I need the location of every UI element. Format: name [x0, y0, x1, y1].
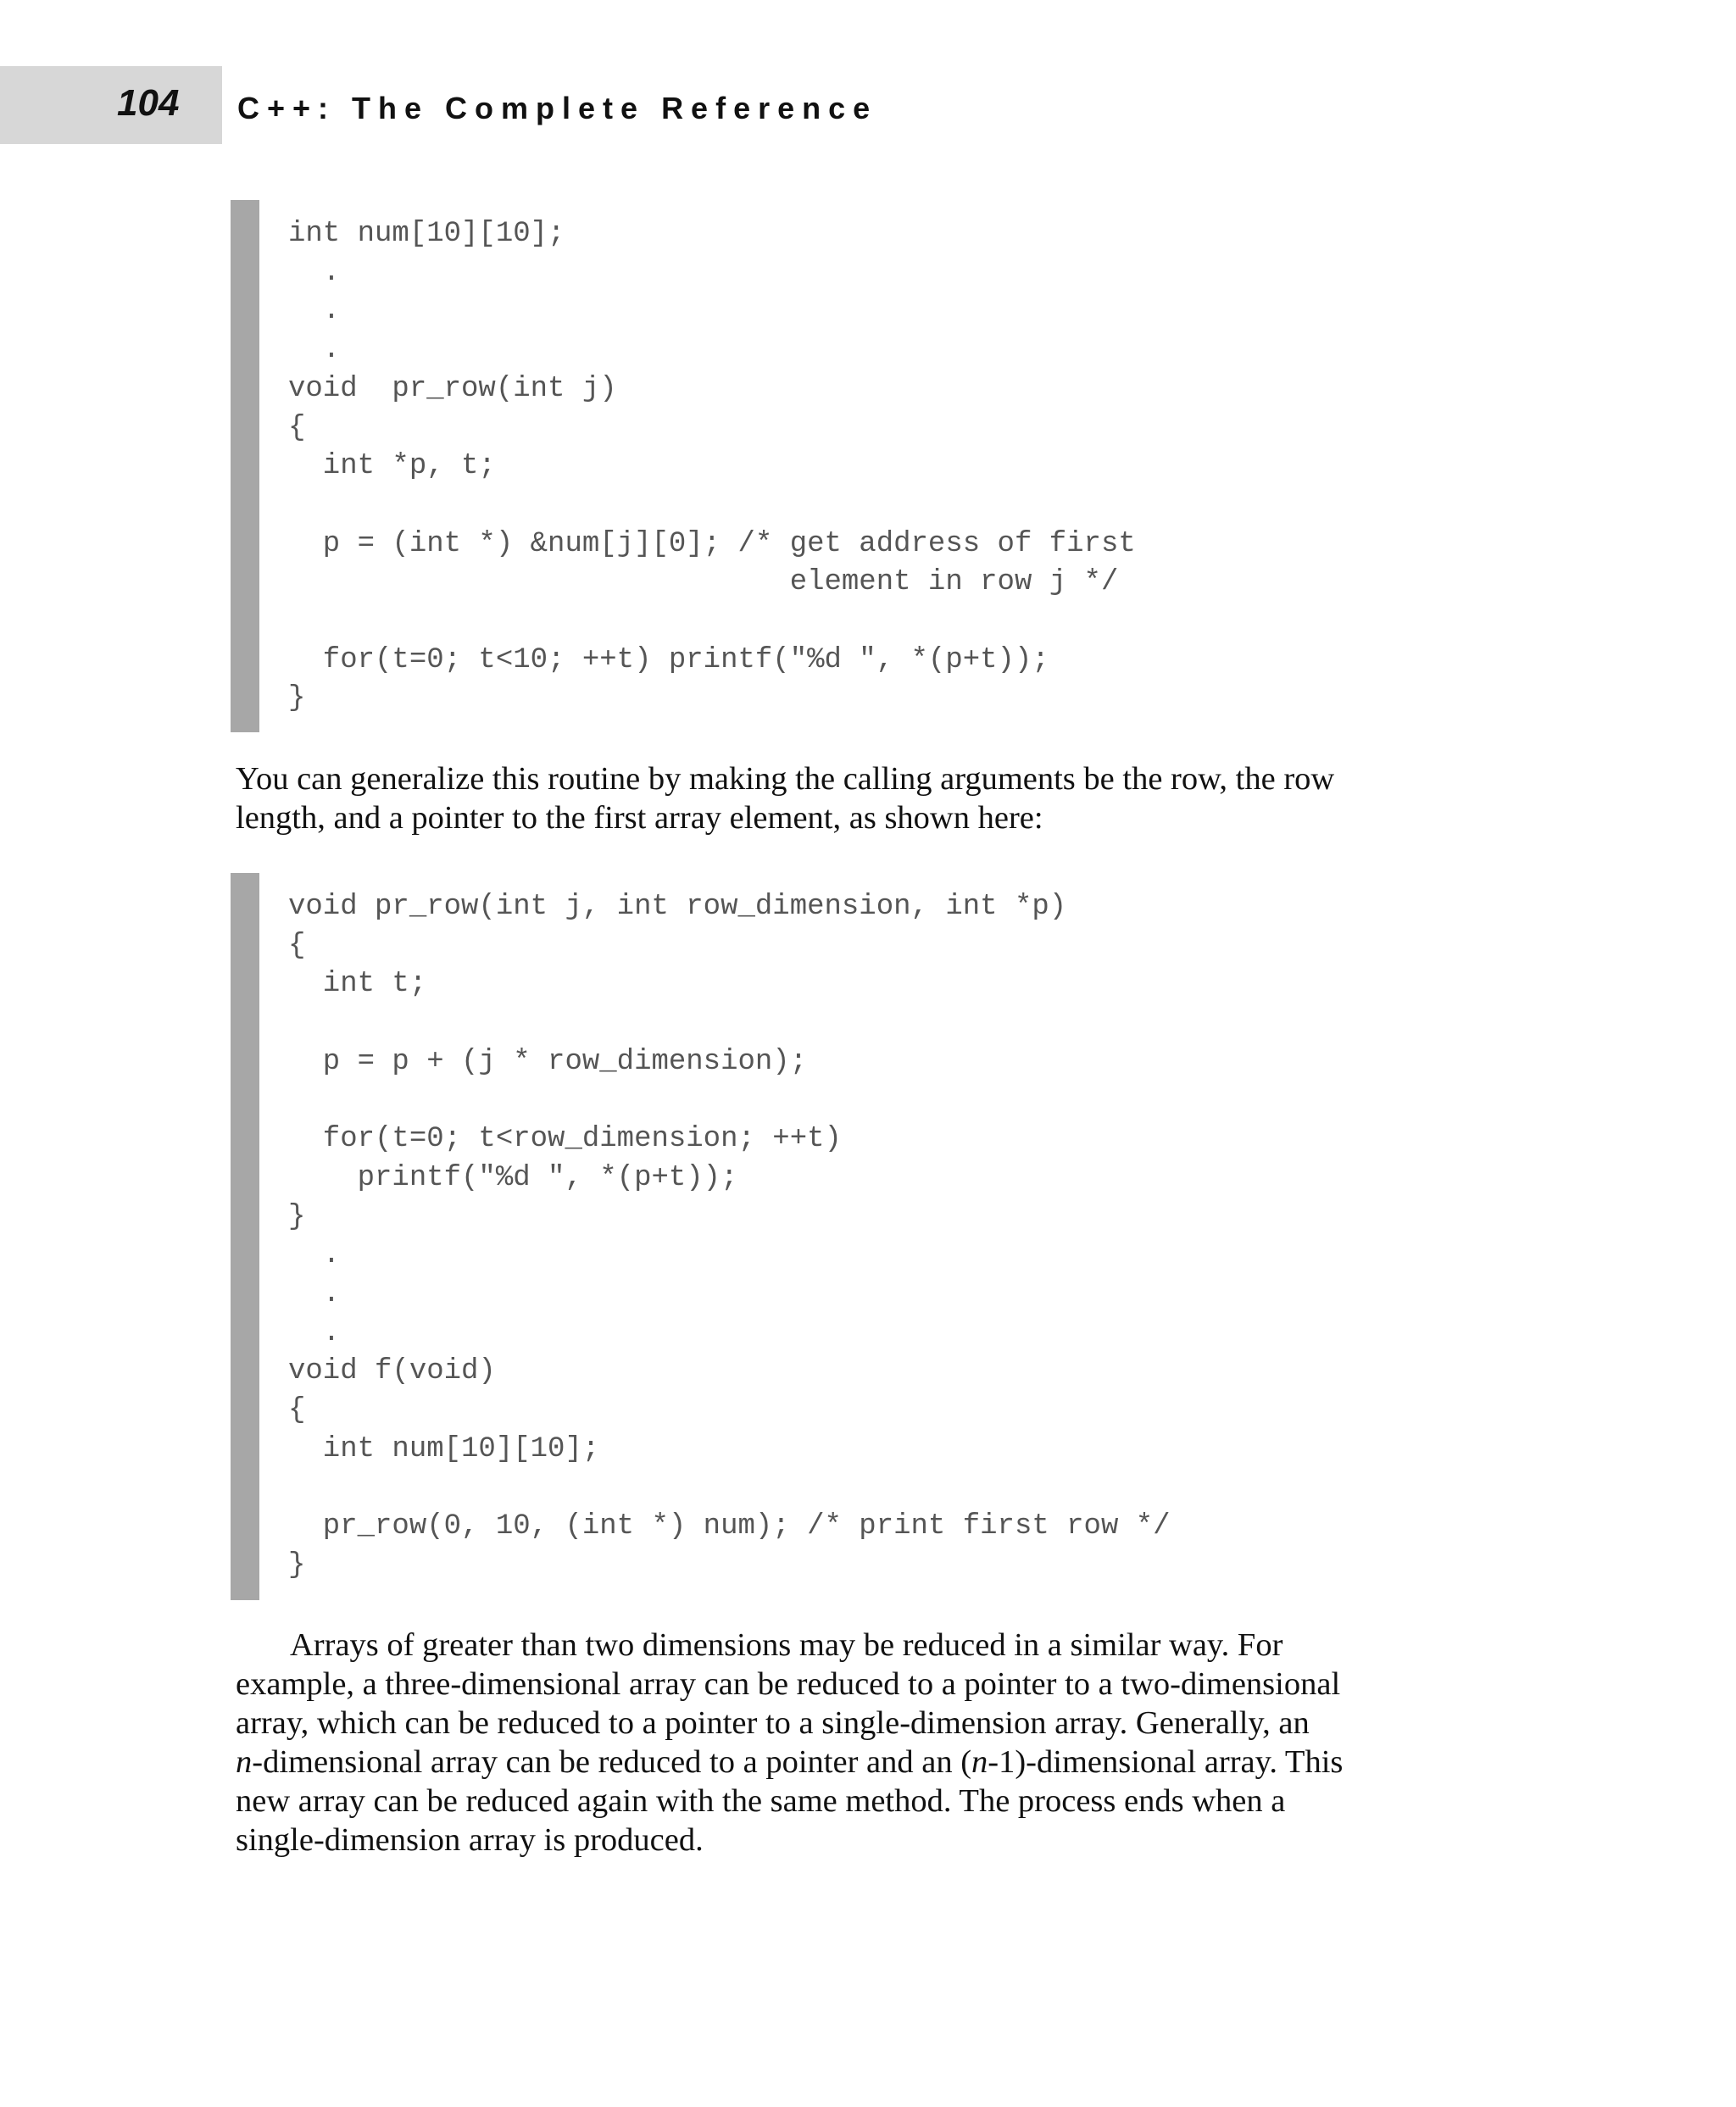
page-number: 104 — [117, 82, 180, 124]
code-line: void pr_row(int j, int row_dimension, int *p) — [288, 891, 1067, 923]
code-line: } — [288, 682, 306, 715]
code-line: } — [288, 1200, 306, 1233]
code-line: int num[10][10]; — [288, 1432, 600, 1465]
code-line: . — [288, 1316, 341, 1349]
code-line: . — [288, 1278, 341, 1311]
code-line: . — [288, 256, 341, 289]
code-line: element in row j */ — [288, 566, 1119, 599]
code-line: { — [288, 1394, 306, 1427]
paragraph-arrays — [236, 1626, 1473, 1860]
paragraph-intro — [236, 759, 1473, 837]
code-line: p = p + (j * row_dimension); — [288, 1045, 808, 1078]
code-line: int *p, t; — [288, 450, 496, 483]
italic-variable: n — [971, 1744, 988, 1780]
code-line: { — [288, 929, 306, 962]
paragraph-line — [236, 1743, 1473, 1782]
code-line: p = (int *) &num[j][0]; /* get address of first — [288, 527, 1136, 560]
code-line: for(t=0; t<row_dimension; ++t) — [288, 1123, 842, 1156]
code-line: { — [288, 411, 306, 444]
paragraph-line: length, and a pointer to the first array element, as shown here: — [236, 800, 1043, 836]
code-listing — [288, 215, 1136, 719]
paragraph-line: array, which can be reduced to a pointer to a single-dimension array. Generally, an — [236, 1705, 1310, 1741]
text-segment: -1)-dimensional array. This — [988, 1744, 1344, 1780]
paragraph-line: example, a three-dimensional array can be reduced to a pointer to a two-dimensional — [236, 1666, 1341, 1702]
code-line: void pr_row(int j) — [288, 372, 617, 405]
running-title: C++: The Complete Reference — [237, 91, 878, 125]
code-line: . — [288, 295, 341, 328]
italic-variable: n — [236, 1744, 253, 1780]
code-line: } — [288, 1548, 306, 1582]
code-block-bar — [231, 200, 259, 732]
code-block-2 — [231, 873, 1468, 1600]
paragraph-line: single-dimension array is produced. — [236, 1822, 704, 1858]
code-line: int t; — [288, 968, 427, 1001]
code-listing — [288, 888, 1171, 1586]
paragraph-line: You can generalize this routine by making the calling arguments be the row, the row — [236, 761, 1335, 797]
paragraph-line: new array can be reduced again with the same method. The process ends when a — [236, 1783, 1286, 1819]
code-line: pr_row(0, 10, (int *) num); /* print first row */ — [288, 1510, 1171, 1543]
code-line: printf("%d ", *(p+t)); — [288, 1161, 738, 1194]
code-line: . — [288, 334, 341, 367]
code-line: . — [288, 1239, 341, 1272]
code-block-bar — [231, 873, 259, 1600]
code-line: int num[10][10]; — [288, 218, 565, 250]
page-number-box — [0, 66, 222, 144]
text-segment: -dimensional array can be reduced to a pointer and an ( — [252, 1744, 972, 1780]
code-block-1 — [231, 200, 1468, 732]
paragraph-line: Arrays of greater than two dimensions may be reduced in a similar way. For — [290, 1627, 1283, 1663]
code-line: void f(void) — [288, 1355, 496, 1388]
code-line: for(t=0; t<10; ++t) printf("%d ", *(p+t)); — [288, 643, 1049, 676]
